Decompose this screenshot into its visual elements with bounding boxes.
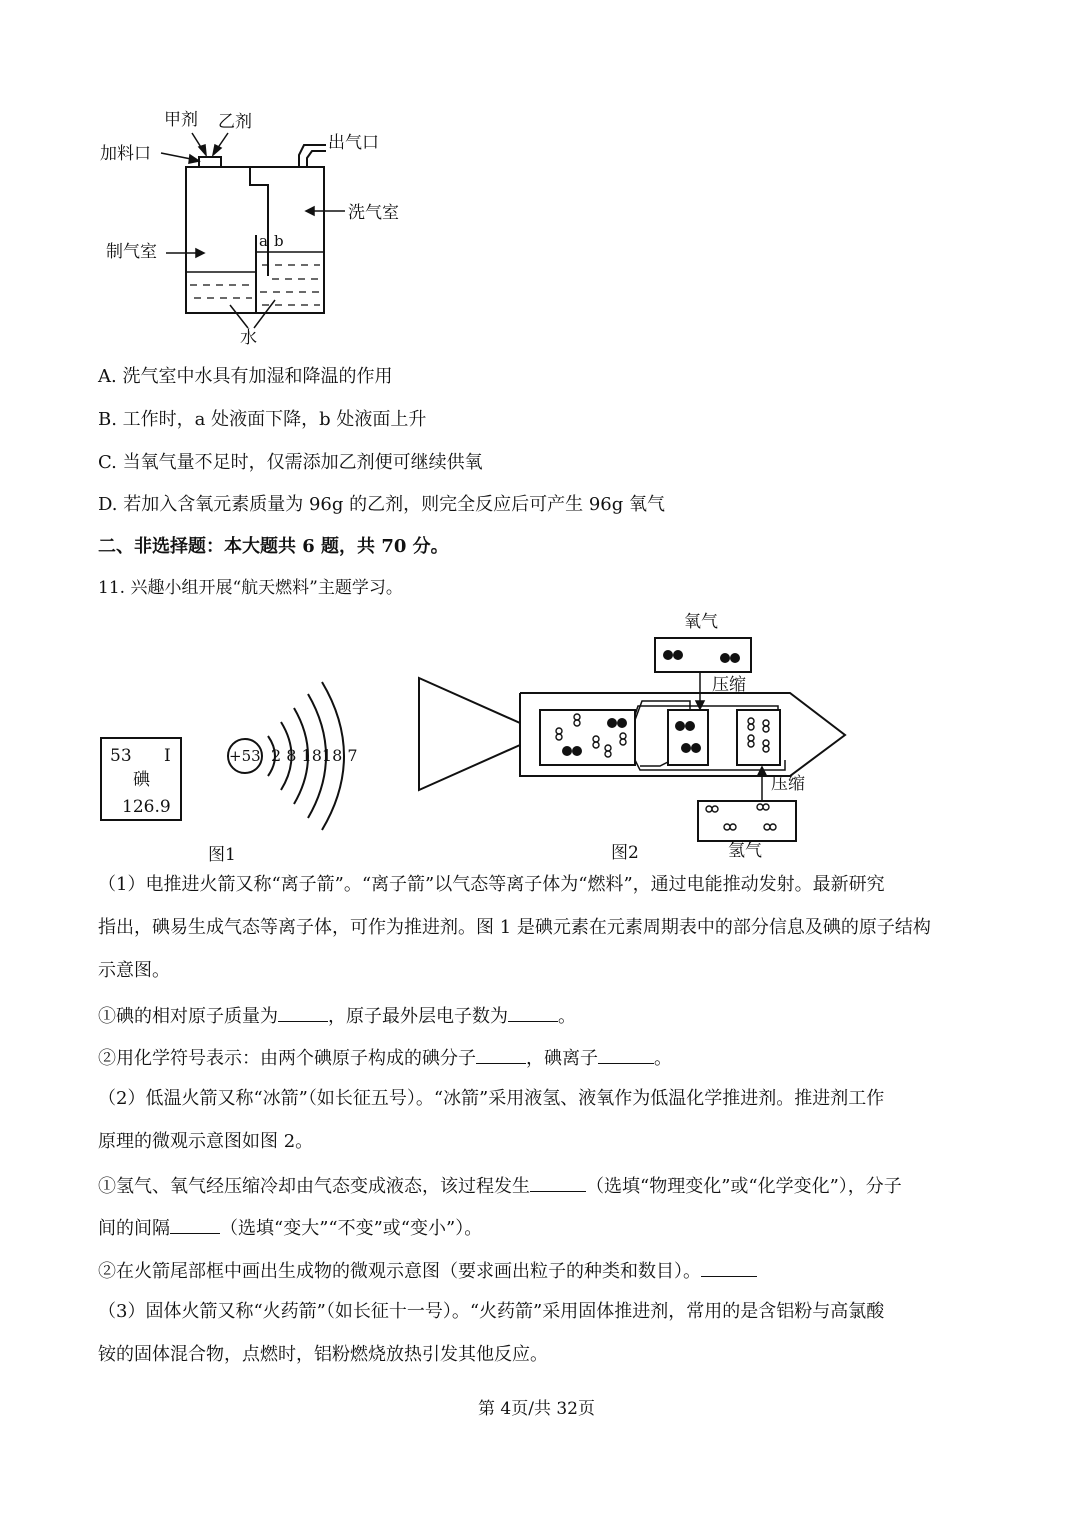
para-1-line-2: 指出，碘易生成气态等离子体，可作为推进剂。图 1 是碘元素在元素周期表中的部分信息及碘的原子结构 [98, 917, 931, 938]
electron-shells: 2 8 1818 7 [271, 746, 358, 765]
figure-1-caption: 图1 [208, 845, 236, 865]
label-gas-outlet: 出气口 [328, 133, 379, 153]
para-2-line-1: （2）低温火箭又称“冰箭”（如长征五号）。“冰箭”采用液氢、液氧作为低温化学推进剂。推进剂工作 [98, 1088, 885, 1109]
question-2-2: ②在火箭尾部框中画出生成物的微观示意图（要求画出粒子的种类和数目）。 [98, 1260, 757, 1281]
answer-blank[interactable] [278, 1005, 328, 1022]
label-compress-bottom: 压缩 [771, 774, 805, 794]
label-b: b [274, 232, 284, 250]
para-1-line-1: （1）电推进火箭又称“离子箭”。“离子箭”以气态等离子体为“燃料”，通过电能推动发射。最新研究 [98, 874, 885, 895]
para-3-line-1: （3）固体火箭又称“火药箭”（如长征十一号）。“火药箭”采用固体推进剂，常用的是含铝粉与高氯酸 [98, 1301, 885, 1322]
option-d: D. 若加入含氧元素质量为 96g 的乙剂，则完全反应后可产生 96g 氧气 [98, 494, 665, 515]
answer-blank[interactable] [476, 1047, 526, 1064]
label-a: a [259, 232, 268, 250]
label-hydrogen: 氢气 [728, 841, 762, 861]
option-c: C. 当氧气量不足时，仅需添加乙剂便可继续供氧 [98, 452, 483, 473]
para-2-line-2: 原理的微观示意图如图 2。 [98, 1131, 314, 1152]
answer-blank[interactable] [701, 1260, 757, 1277]
rocket-diagram [0, 610, 1080, 870]
element-name: 碘 [133, 770, 150, 790]
question-2-1: ①氢气、氧气经压缩冷却由气态变成液态，该过程发生 （选填“物理变化”或“化学变化”），分子 [98, 1176, 902, 1197]
label-jia-agent: 甲剂 [164, 110, 198, 130]
nucleus-charge: +53 [229, 747, 261, 765]
answer-blank[interactable] [598, 1047, 654, 1064]
atomic-mass: 126.9 [122, 797, 171, 817]
option-a: A. 洗气室中水具有加湿和降温的作用 [98, 366, 393, 387]
para-1-line-3: 示意图。 [98, 960, 170, 981]
question-1-1: ①碘的相对原子质量为 ，原子最外层电子数为 。 [98, 1006, 576, 1027]
answer-blank[interactable] [530, 1175, 586, 1192]
label-yi-agent: 乙剂 [218, 112, 252, 132]
label-wash-chamber: 洗气室 [348, 203, 399, 223]
answer-blank[interactable] [170, 1217, 220, 1234]
label-gas-chamber: 制气室 [106, 242, 157, 262]
option-b: B. 工作时，a 处液面下降，b 处液面上升 [98, 409, 427, 430]
question-1-2: ②用化学符号表示：由两个碘原子构成的碘分子 ，碘离子 。 [98, 1048, 672, 1069]
gas-generator-diagram [0, 0, 1080, 360]
label-oxygen: 氧气 [684, 612, 718, 632]
figure-2-caption: 图2 [611, 843, 639, 863]
answer-blank[interactable] [508, 1005, 558, 1022]
question-11-stem: 11. 兴趣小组开展“航天燃料”主题学习。 [98, 578, 403, 598]
label-compress-top: 压缩 [712, 675, 746, 695]
element-symbol: I [164, 746, 171, 766]
label-feed-port: 加料口 [100, 144, 151, 164]
page-footer: 第 4页/共 32页 [478, 1399, 595, 1419]
atomic-number: 53 [110, 746, 132, 766]
section-heading: 二、非选择题：本大题共 6 题，共 70 分。 [98, 536, 449, 557]
question-2-1-cont: 间的间隔 （选填“变大”“不变”或“变小”）。 [98, 1218, 483, 1239]
para-3-line-2: 铵的固体混合物，点燃时，铝粉燃烧放热引发其他反应。 [98, 1344, 548, 1365]
label-water: 水 [240, 328, 257, 348]
